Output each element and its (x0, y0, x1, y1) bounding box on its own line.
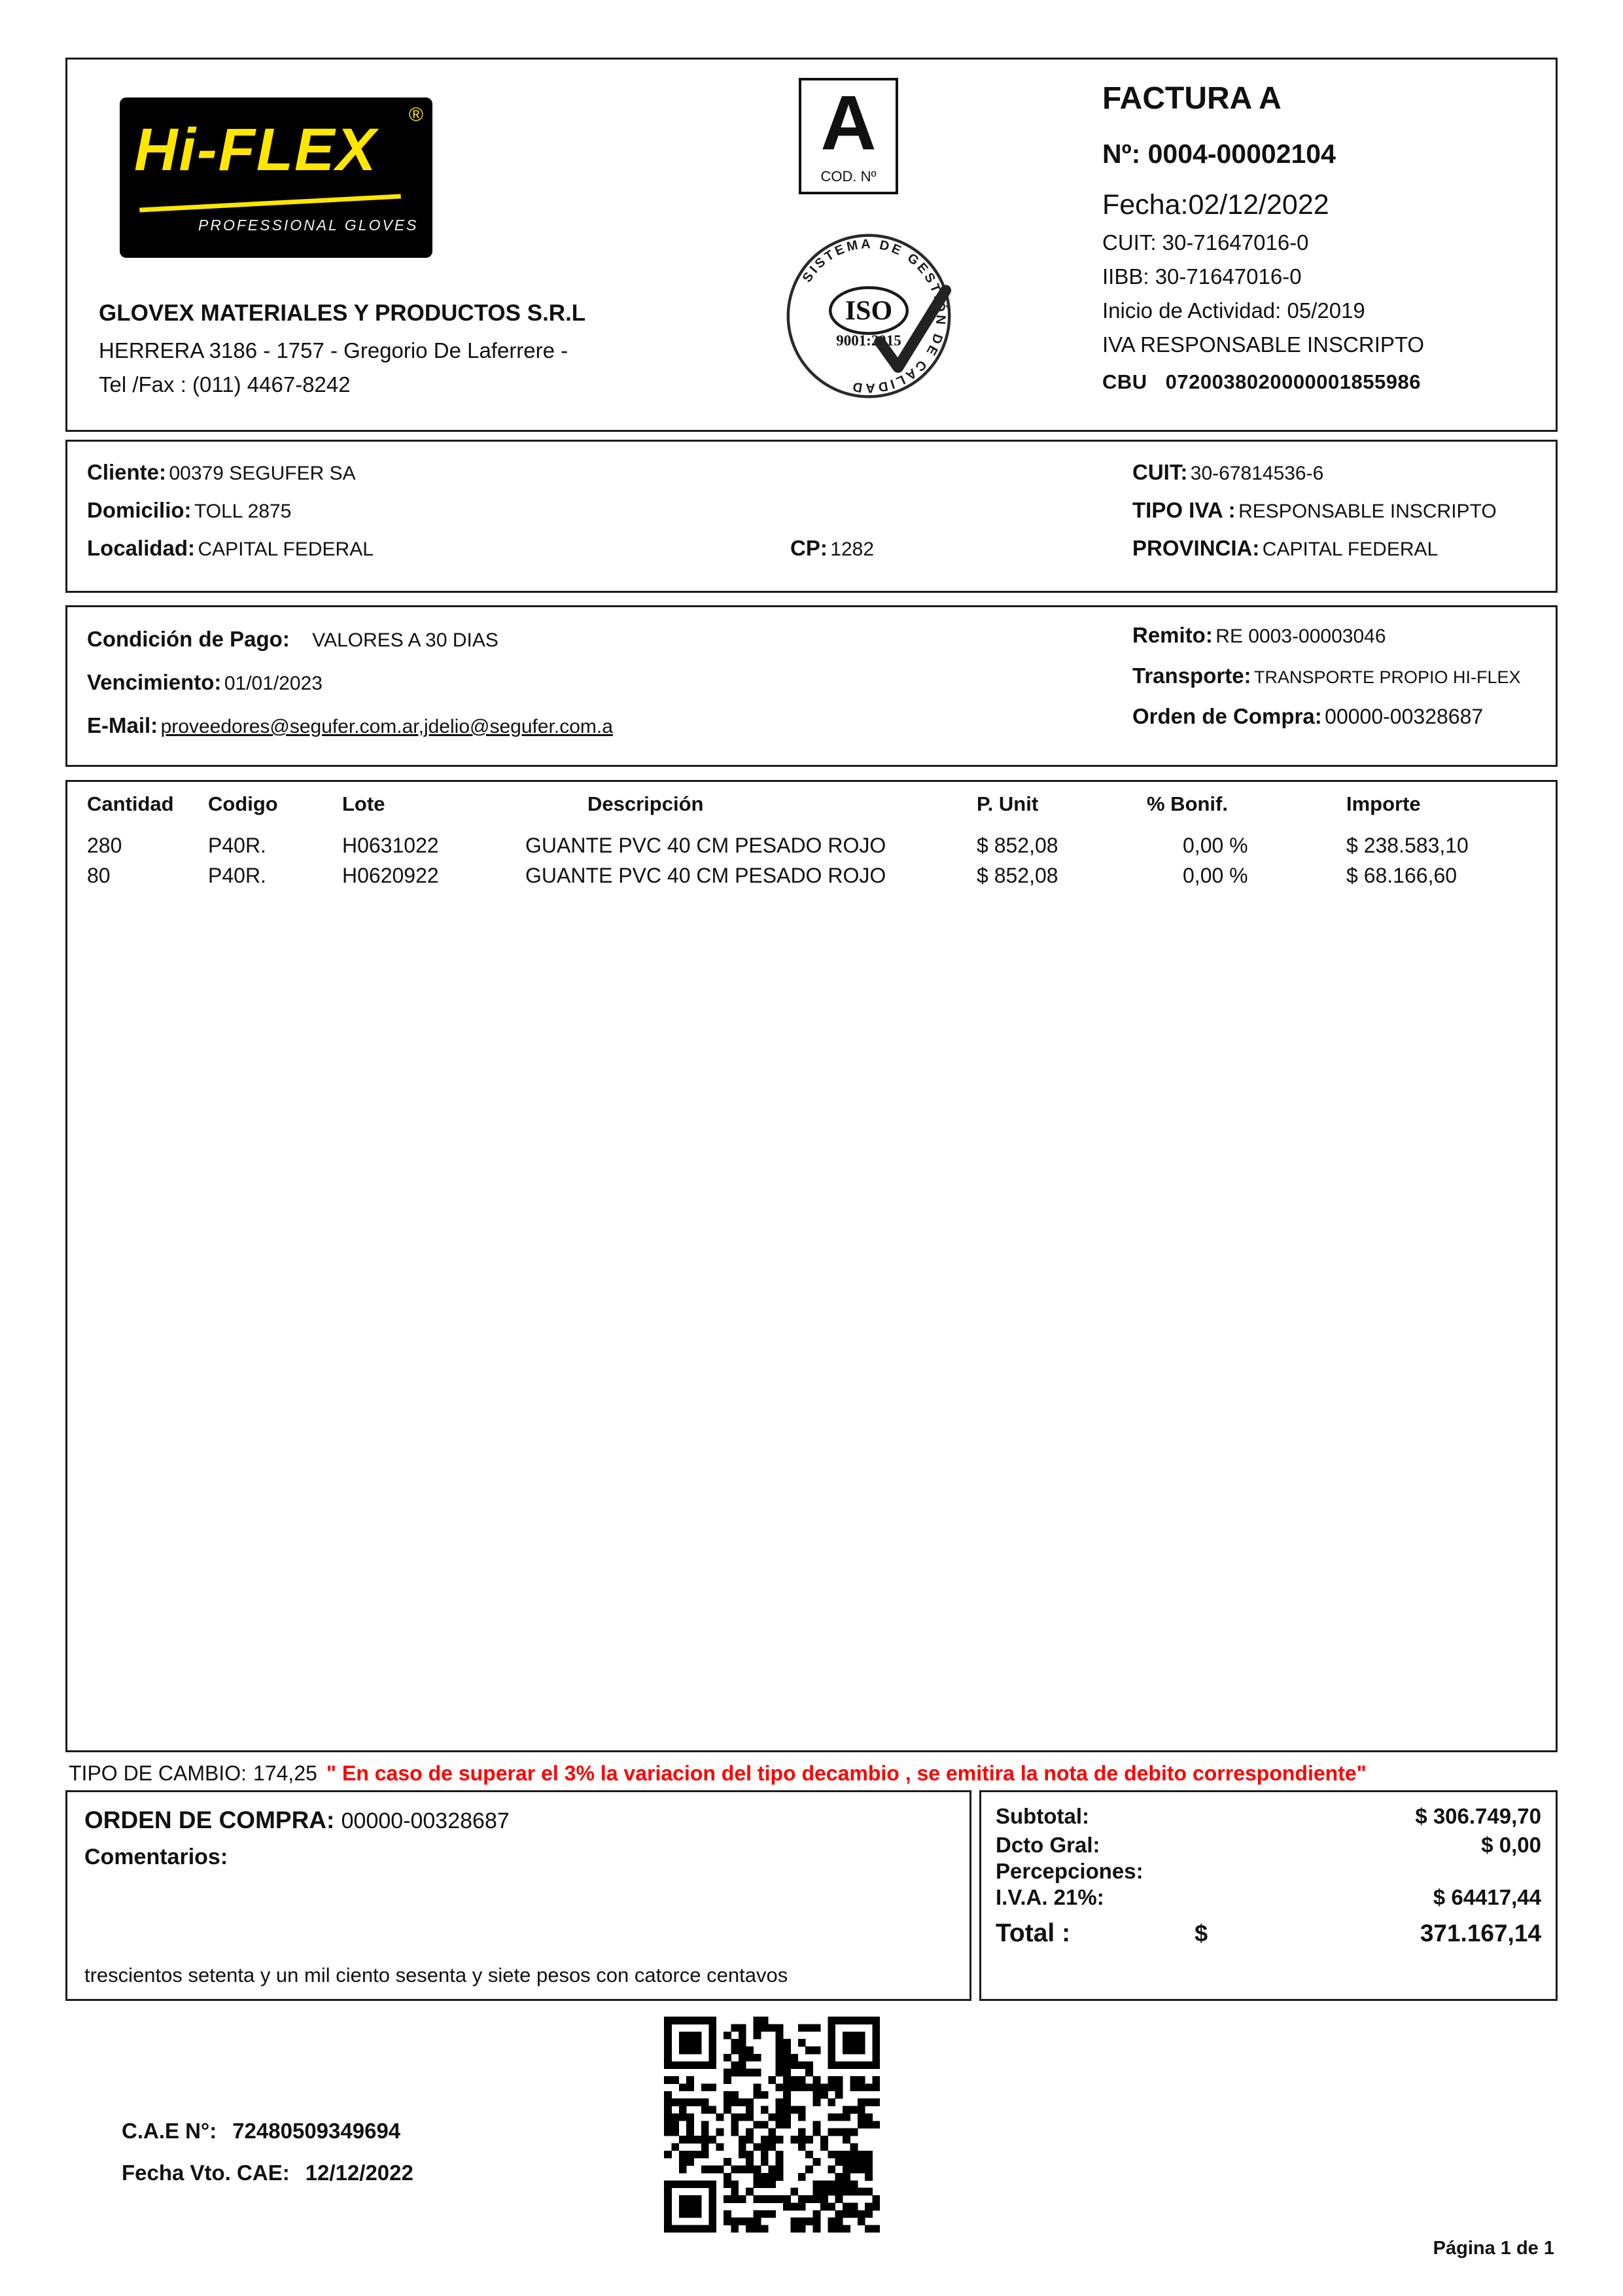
cell-punit: $ 852,08 (977, 864, 1058, 887)
logo-text: Hi-FLEX (134, 116, 377, 183)
cbu-label: CBU (1102, 370, 1147, 393)
exchange-warning: " En caso de superar el 3% la variacion del tipo decambio , se emitira la nota de debito correspondiente" (326, 1761, 1367, 1785)
iva-label: I.V.A. 21%: (996, 1885, 1104, 1909)
cliente-value: 00379 SEGUFER SA (169, 463, 356, 484)
qr-code (664, 2017, 880, 2233)
col-header-cantidad: Cantidad (87, 792, 174, 815)
items-table-header (67, 782, 1556, 816)
tipo-cambio-value: 174,25 (253, 1761, 317, 1785)
exchange-rate-line (69, 1761, 1367, 1786)
cell-descripcion: GUANTE PVC 40 CM PESADO ROJO (525, 864, 886, 887)
remito-label: Remito: (1132, 623, 1213, 647)
document-type: FACTURA A (1102, 81, 1282, 116)
col-header-descripcion: Descripción (587, 792, 704, 815)
logo-subtitle: PROFESSIONAL GLOVES (198, 217, 419, 234)
hiflex-logo (120, 97, 432, 258)
total-currency: $ (1195, 1920, 1208, 1947)
tipo-cambio-label: TIPO DE CAMBIO: (69, 1761, 247, 1785)
company-iva-status: IVA RESPONSABLE INSCRIPTO (1102, 332, 1425, 357)
cell-codigo: P40R. (208, 864, 266, 887)
col-header-importe: Importe (1346, 792, 1421, 815)
dcto-label: Dcto Gral: (996, 1833, 1100, 1857)
company-cuit: CUIT: 30-71647016-0 (1102, 230, 1309, 255)
table-row (67, 860, 1556, 891)
col-header-lote: Lote (342, 792, 385, 815)
vencimiento-value: 01/01/2023 (224, 673, 323, 694)
orden-compra-value: 00000-00328687 (1325, 705, 1484, 728)
items-table (65, 780, 1558, 1752)
invoice-letter: A (820, 80, 877, 166)
cae-value: 72480509349694 (232, 2119, 401, 2143)
localidad-label: Localidad: (87, 536, 196, 560)
client-cuit-label: CUIT: (1132, 460, 1188, 484)
invoice-letter-box (799, 78, 898, 194)
cp-label: CP: (790, 536, 828, 560)
cod-number-label: COD. Nº (820, 168, 877, 185)
registered-trademark-icon: ® (408, 104, 423, 126)
tipo-iva-value: RESPONSABLE INSCRIPTO (1238, 501, 1497, 522)
subtotal-label: Subtotal: (996, 1804, 1089, 1828)
remito-value: RE 0003-00003046 (1215, 626, 1386, 647)
cell-lote: H0620922 (342, 864, 439, 887)
cliente-label: Cliente: (87, 460, 167, 484)
footer-left-section (65, 1790, 971, 2001)
percepciones-label: Percepciones: (996, 1859, 1143, 1883)
condicion-pago-label: Condición de Pago: (87, 627, 290, 651)
transporte-value: TRANSPORTE PROPIO HI-FLEX (1254, 667, 1521, 687)
cp-value: 1282 (830, 539, 875, 560)
transporte-label: Transporte: (1132, 663, 1251, 688)
company-iibb: IIBB: 30-71647016-0 (1102, 264, 1302, 289)
col-header-punit: P. Unit (977, 792, 1039, 815)
cell-bonif: 0,00 % (1183, 864, 1248, 887)
terms-section (65, 605, 1558, 767)
cbu-value: 0720038020000001855986 (1165, 370, 1421, 393)
iso-9001-seal-icon (777, 224, 960, 408)
totals-section (979, 1790, 1558, 2001)
condicion-pago-value: VALORES A 30 DIAS (312, 629, 498, 651)
iso-ring-text: SISTEMA DE GESTIÓN DE CALIDAD (799, 237, 948, 395)
company-inicio-actividad: Inicio de Actividad: 05/2019 (1102, 298, 1365, 323)
email-label: E-Mail: (87, 713, 158, 737)
cae-label: C.A.E N°: (122, 2119, 217, 2143)
company-info (99, 300, 585, 406)
invoice-date: Fecha:02/12/2022 (1102, 189, 1329, 221)
subtotal-value: $ 306.749,70 (1415, 1804, 1541, 1828)
cell-importe: $ 238.583,10 (1346, 834, 1469, 857)
orden-compra-label: Orden de Compra: (1132, 704, 1322, 728)
domicilio-value: TOLL 2875 (194, 501, 292, 522)
client-cuit-value: 30-67814536-6 (1190, 463, 1324, 484)
company-name: GLOVEX MATERIALES Y PRODUCTOS S.R.L (99, 300, 586, 326)
cell-descripcion: GUANTE PVC 40 CM PESADO ROJO (525, 834, 886, 857)
header-section (65, 58, 1558, 432)
cell-codigo: P40R. (208, 834, 266, 857)
comentarios-label: Comentarios: (84, 1845, 228, 1869)
provincia-value: CAPITAL FEDERAL (1262, 539, 1439, 560)
amount-in-words: trescientos setenta y un mil ciento sesenta y siete pesos con catorce centavos (84, 1964, 788, 1987)
client-left-column (87, 460, 1108, 574)
cell-punit: $ 852,08 (977, 834, 1058, 857)
total-label: Total : (996, 1919, 1071, 1947)
col-header-codigo: Codigo (208, 792, 278, 815)
cell-importe: $ 68.166,60 (1346, 864, 1457, 887)
invoice-number: Nº: 0004-00002104 (1102, 139, 1336, 169)
cae-vto-value: 12/12/2022 (305, 2161, 413, 2185)
company-cbu (1102, 370, 1560, 394)
provincia-label: PROVINCIA: (1132, 536, 1260, 560)
company-address: HERRERA 3186 - 1757 - Gregorio De Laferrere - (99, 338, 568, 362)
total-value: 371.167,14 (1420, 1920, 1541, 1947)
col-header-bonif: % Bonif. (1147, 792, 1228, 815)
terms-right-column (1132, 623, 1551, 745)
iva-value: $ 64417,44 (1433, 1885, 1541, 1909)
footer-orden-value: 00000-00328687 (341, 1809, 510, 1833)
domicilio-label: Domicilio: (87, 498, 192, 522)
cell-bonif: 0,00 % (1183, 834, 1248, 857)
cell-lote: H0631022 (342, 834, 439, 857)
cell-cantidad: 280 (87, 834, 122, 857)
footer-orden-label: ORDEN DE COMPRA: (84, 1807, 335, 1833)
iso-year: 9001:2015 (836, 332, 901, 349)
cell-cantidad: 80 (87, 864, 111, 887)
client-right-column (1132, 460, 1538, 574)
table-row (67, 830, 1556, 860)
email-value: proveedores@segufer.com.ar,jdelio@segufer.com.a (160, 716, 613, 737)
iso-label: ISO (845, 296, 893, 327)
page-number: Página 1 de 1 (1433, 2238, 1554, 2259)
logo-underline (139, 194, 401, 213)
client-section (65, 440, 1558, 593)
invoice-meta (1102, 80, 1560, 394)
terms-left-column (87, 627, 1108, 756)
cae-vto-label: Fecha Vto. CAE: (122, 2161, 290, 2185)
cae-info (122, 2119, 413, 2202)
dcto-value: $ 0,00 (1481, 1833, 1541, 1857)
company-phone: Tel /Fax : (011) 4467-8242 (99, 372, 351, 397)
localidad-value: CAPITAL FEDERAL (198, 539, 374, 560)
vencimiento-label: Vencimiento: (87, 670, 222, 694)
tipo-iva-label: TIPO IVA : (1132, 498, 1236, 522)
